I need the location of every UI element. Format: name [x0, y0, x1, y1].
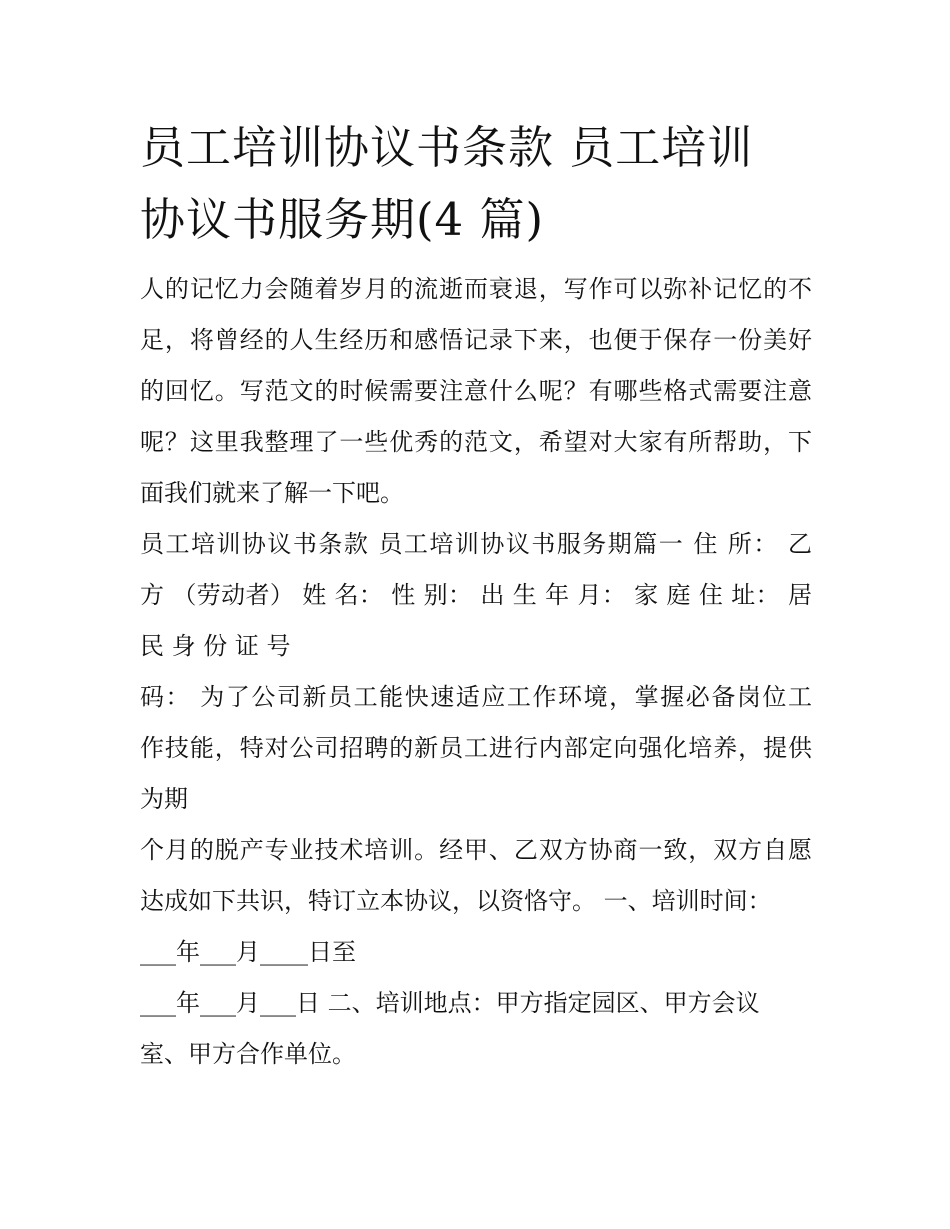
text-line: 呢？这里我整理了一些优秀的范文，希望对大家有所帮助，下	[140, 428, 812, 456]
title-line: 协议书服务期(4 篇)	[140, 193, 545, 246]
text-line: ___年___月____日至	[140, 938, 356, 966]
title-line: 员工培训协议书条款 员工培训	[140, 121, 754, 174]
text-line: 人的记忆力会随着岁月的流逝而衰退，写作可以弥补记忆的不	[140, 275, 812, 303]
text-line: 个月的脱产专业技术培训。经甲、乙双方协商一致，双方自愿	[140, 836, 812, 864]
text-line: 码： 为了公司新员工能快速适应工作环境，掌握必备岗位工	[140, 683, 812, 711]
text-line: 的回忆。写范文的时候需要注意什么呢？有哪些格式需要注意	[140, 377, 812, 405]
text-line: 为期	[140, 785, 188, 813]
intro-paragraph	[140, 264, 812, 519]
text-line: 员工培训协议书条款 员工培训协议书服务期篇一 住 所： 乙	[140, 530, 812, 558]
text-line: 民 身 份 证 号	[140, 632, 291, 660]
document-title	[140, 112, 812, 256]
text-line: 室、甲方合作单位。	[140, 1040, 356, 1068]
text-line: 方 （劳动者） 姓 名： 性 别： 出 生 年 月： 家 庭 住 址： 居	[140, 581, 812, 609]
body-paragraph	[140, 519, 812, 1080]
document-content	[140, 112, 812, 1080]
text-line: 作技能，特对公司招聘的新员工进行内部定向强化培养，提供	[140, 734, 812, 762]
text-line: 足，将曾经的人生经历和感悟记录下来，也便于保存一份美好	[140, 326, 812, 354]
text-line: ___年___月___日 二、培训地点：甲方指定园区、甲方会议	[140, 989, 760, 1017]
text-line: 面我们就来了解一下吧。	[140, 479, 404, 507]
text-line: 达成如下共识，特订立本协议，以资恪守。 一、培训时间：	[140, 887, 772, 915]
